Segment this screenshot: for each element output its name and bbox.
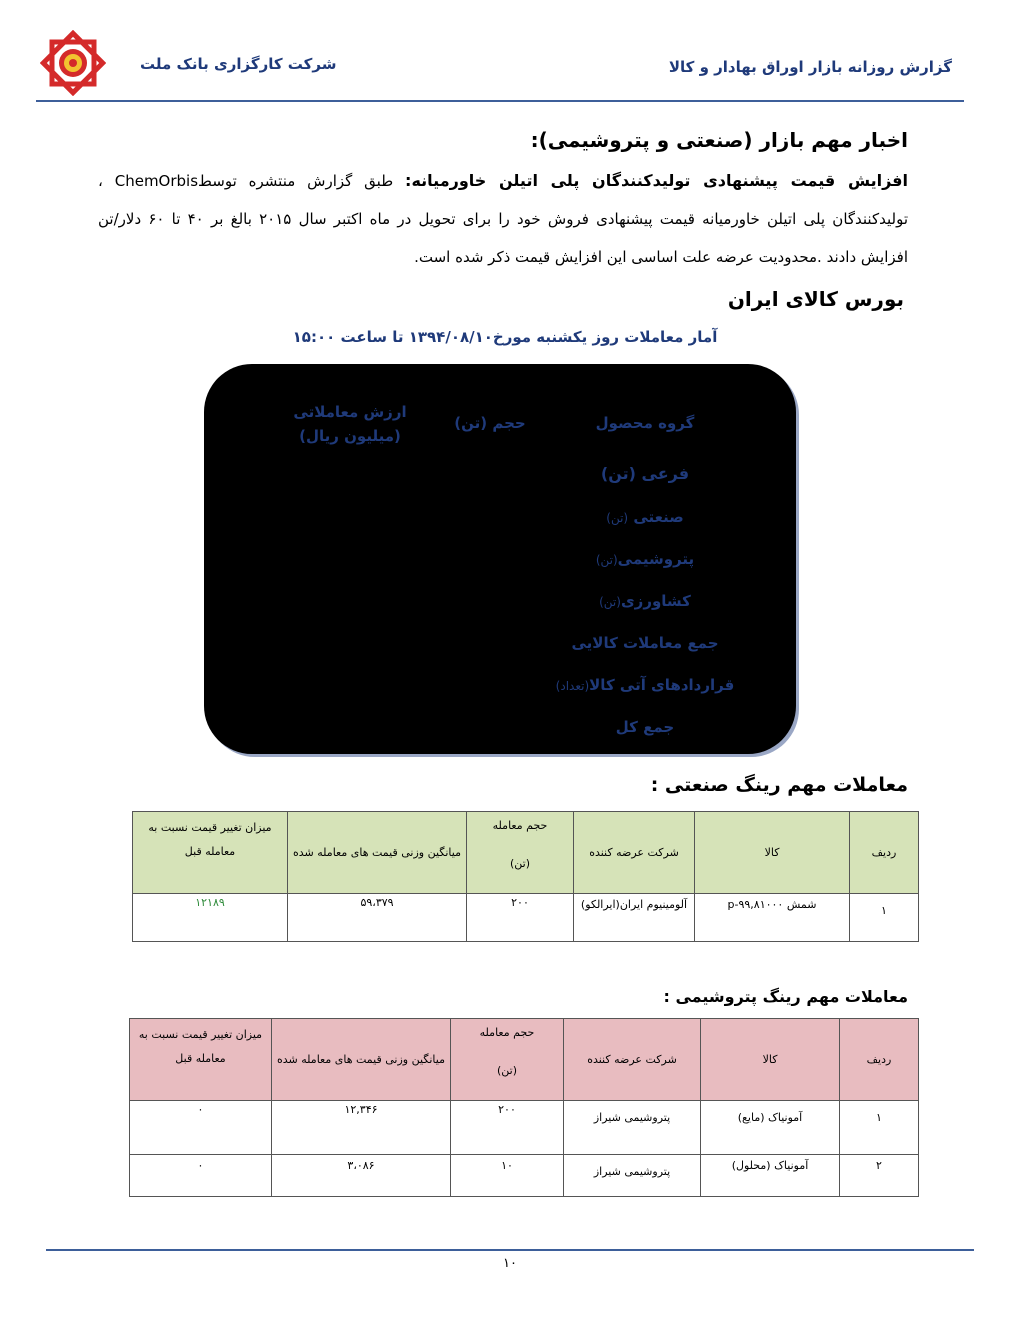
report-title: گزارش روزانه بازار اوراق بهادار و کالا [668, 58, 952, 76]
row-commodity-total: جمع معاملات کالایی [571, 634, 719, 652]
footer-divider [46, 1249, 974, 1251]
petro-ring-title: معاملات مهم رینگ پتروشیمی : [663, 987, 908, 1006]
row-agriculture: کشاورزی(تن) [599, 592, 691, 610]
column-trade-value [290, 400, 410, 448]
news-headline: افزایش قیمت پیشنهادی تولیدکنندگان پلی اتیلن خاورمیانه: [405, 171, 908, 190]
header-avg-price: میانگین وزنی قیمت های معامله شده [288, 812, 467, 894]
header-avg-price: میانگین وزنی قیمت های معامله شده [272, 1019, 451, 1101]
industrial-ring-table [132, 811, 919, 942]
bank-mellat-logo [40, 30, 106, 96]
header-price-change: میزان تغییر قیمت نسبت به معامله قبل [130, 1019, 272, 1101]
header-commodity: کالا [701, 1019, 840, 1101]
news-source-suffix: ، [98, 172, 103, 190]
header-price-change: میزان تغییر قیمت نسبت به معامله قبل [133, 812, 288, 894]
page-number: ۱۰ [503, 1256, 517, 1271]
company-name: شرکت کارگزاری بانک ملت [140, 55, 337, 73]
news-source-name: ChemOrbis [114, 172, 199, 190]
row-grand-total: جمع کل [615, 718, 675, 736]
column-volume: حجم (تن) [454, 414, 526, 432]
table-row: ۱ شمش p-۹۹,۸۱۰۰۰ آلومینیوم ایران(ایرالکو) ۲۰۰ ۵۹،۳۷۹ ۱۲۱۸۹ [133, 894, 919, 942]
header-divider [36, 100, 964, 102]
row-petrochemical: پتروشیمی(تن) [595, 550, 695, 568]
industrial-ring-title: معاملات مهم رینگ صنعتی : [650, 774, 908, 796]
table-row: ۱ آمونیاک (مایع) پتروشیمی شیراز ۲۰۰ ۱۲,۳۴۶ ۰ [130, 1101, 919, 1155]
news-section-title: اخبار مهم بازار (صنعتی و پتروشیمی): [530, 128, 908, 152]
bourse-title: بورس کالای ایران [727, 287, 904, 311]
header-supplier: شرکت عرضه کننده [574, 812, 695, 894]
header-row-number: ردیف [850, 812, 919, 894]
header-commodity: کالا [695, 812, 850, 894]
news-paragraph [98, 162, 908, 276]
column-trade-value-line2: (میلیون ریال) [299, 427, 401, 445]
row-futures: قراردادهای آتی کالا(تعداد) [555, 676, 735, 694]
header-row-number: ردیف [840, 1019, 919, 1101]
row-sub: فرعی (تن) [600, 464, 690, 483]
stats-title: آمار معاملات روز یکشنبه مورخ۱۳۹۴/۰۸/۱۰ تا ساعت ۱۵:۰۰ [292, 328, 718, 346]
header-volume: حجم معامله (تن) [451, 1019, 564, 1101]
header-supplier: شرکت عرضه کننده [564, 1019, 701, 1101]
news-body: تولیدکنندگان پلی اتیلن خاورمیانه قیمت پیشنهادی فروش خود را برای تحویل در ماه اکتبر سال ۲۰۱۵ بالغ بر ۴۰ تا ۶۰ دلار/تن افزایش دادند .محدودیت عرضه علت اساسی این افزایش قیمت ذکر شده است. [98, 210, 908, 266]
petro-ring-table [129, 1018, 919, 1197]
header-volume: حجم معامله (تن) [467, 812, 574, 894]
row-industrial: صنعتی (تن) [606, 508, 684, 526]
column-trade-value-line1: ارزش معاملاتی [293, 403, 407, 421]
table-row: ۲ آمونیاک (محلول) پتروشیمی شیراز ۱۰ ۳،۰۸۶ ۰ [130, 1155, 919, 1197]
news-source-prefix: طبق گزارش منتشره توسط [198, 172, 394, 190]
column-product-group: گروه محصول [595, 414, 695, 432]
